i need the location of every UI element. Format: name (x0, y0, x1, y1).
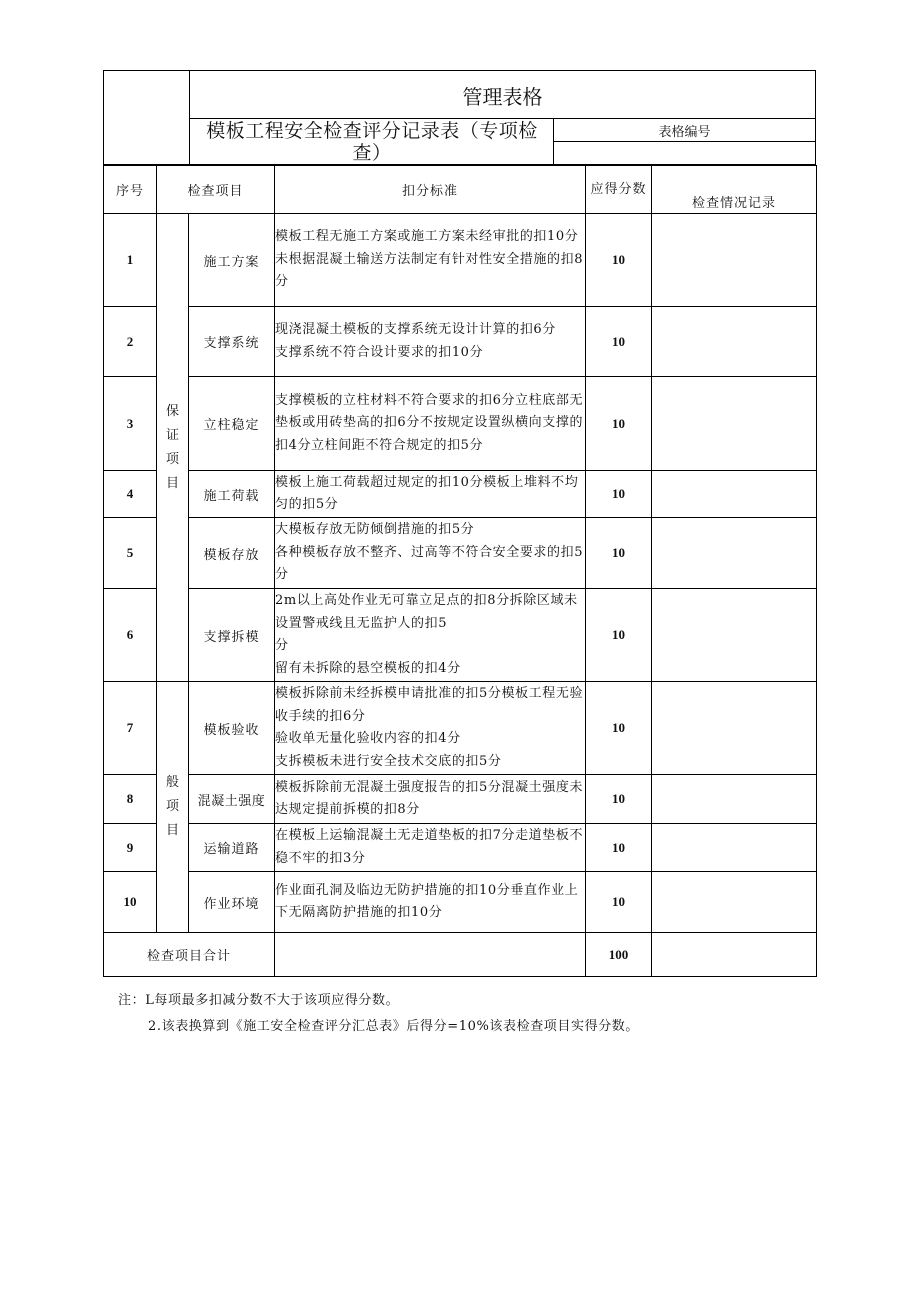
col-header-standard: 扣分标准 (275, 166, 586, 214)
total-record-cell[interactable] (652, 933, 817, 977)
item-name: 模板验收 (189, 682, 275, 775)
row-number: 3 (104, 377, 157, 471)
table-row (104, 518, 817, 589)
score-value: 10 (586, 824, 652, 872)
item-name: 运输道路 (189, 824, 275, 872)
col-header-item: 检查项目 (157, 166, 275, 214)
standard-line: 在模板上运输混凝土无走道垫板的扣7分走道垫板不稳不牢的扣3分 (275, 828, 584, 866)
total-standard-cell (275, 933, 586, 977)
standard-line: 支撑模板的立柱材料不符合要求的扣6分立柱底部无垫板或用砖垫高的扣6分不按规定设置纵横向支撑的扣4分立柱间距不符合规定的扣5分 (275, 392, 584, 453)
deduction-standard (275, 824, 586, 872)
col-header-seq: 序号 (104, 166, 157, 214)
table-row (104, 214, 817, 307)
row-number: 8 (104, 775, 157, 824)
total-label: 检查项目合计 (104, 933, 275, 977)
standard-line: 作业面孔洞及临边无防护措施的扣10分垂直作业上下无隔离防护措施的扣10分 (275, 882, 579, 920)
standard-line: 大模板存放无防倾倒措施的扣5分 (275, 522, 475, 538)
record-cell[interactable] (652, 775, 817, 824)
item-name: 混凝土强度 (189, 775, 275, 824)
item-name: 支撑系统 (189, 307, 275, 377)
row-number: 7 (104, 682, 157, 775)
record-cell[interactable] (652, 471, 817, 518)
score-value: 10 (586, 377, 652, 471)
record-cell[interactable] (652, 518, 817, 589)
record-cell[interactable] (652, 872, 817, 933)
total-score: 100 (586, 933, 652, 977)
deduction-standard (275, 775, 586, 824)
record-cell[interactable] (652, 682, 817, 775)
score-value: 10 (586, 872, 652, 933)
item-name: 作业环境 (189, 872, 275, 933)
note-line: 2.该表换算到《施工安全检查评分汇总表》后得分=10%该表检查项目实得分数。 (148, 1019, 639, 1034)
standard-line: 模板上施工荷载超过规定的扣10分模板上堆料不均匀的扣5分 (275, 474, 579, 512)
category-general (157, 682, 189, 933)
header-divider (553, 141, 815, 142)
standard-line: 各种模板存放不整齐、过高等不符合安全要求的扣5分 (275, 544, 584, 583)
row-number: 10 (104, 872, 157, 933)
standard-line: 模板工程无施工方案或施工方案未经审批的扣10分 (275, 229, 579, 245)
table-row (104, 589, 817, 682)
score-value: 10 (586, 214, 652, 307)
standard-line: 验收单无量化验收内容的扣4分 (275, 731, 461, 746)
inspection-table (103, 165, 817, 977)
score-value: 10 (586, 775, 652, 824)
note-line: 注：L每项最多扣减分数不大于该项应得分数。 (118, 993, 400, 1008)
table-notes (118, 988, 639, 1040)
standard-line: 支拆模板未进行安全技术交底的扣5分 (275, 753, 502, 769)
table-row (104, 824, 817, 872)
table-row (104, 872, 817, 933)
category-label: 保证项目 (166, 403, 180, 491)
deduction-standard (275, 682, 586, 775)
row-number: 6 (104, 589, 157, 682)
record-cell[interactable] (652, 214, 817, 307)
record-cell[interactable] (652, 824, 817, 872)
row-number: 1 (104, 214, 157, 307)
deduction-standard (275, 377, 586, 471)
total-row (104, 933, 817, 977)
category-guarantee (157, 214, 189, 682)
form-category-title: 管理表格 (462, 85, 543, 109)
standard-line: 2m以上高处作业无可靠立足点的扣8分拆除区域未设置警戒线且无监护人的扣5 (275, 593, 578, 631)
deduction-standard (275, 307, 586, 377)
category-label: 般项目 (166, 775, 180, 838)
standard-line: 模板拆除前未经拆模申请批准的扣5分模板工程无验收手续的扣6分 (275, 686, 584, 724)
deduction-standard (275, 518, 586, 589)
standard-line: 模板拆除前无混凝土强度报告的扣5分混凝土强度未达规定提前拆模的扣8分 (275, 779, 584, 817)
standard-line: 分 (275, 638, 289, 653)
score-value: 10 (586, 682, 652, 775)
form-title: 模板工程安全检查评分记录表（专项检查） (206, 120, 538, 164)
record-cell[interactable] (652, 377, 817, 471)
standard-line: 支撑系统不符合设计要求的扣10分 (275, 344, 484, 360)
score-value: 10 (586, 307, 652, 377)
item-name: 施工荷载 (189, 471, 275, 518)
item-name: 施工方案 (189, 214, 275, 307)
deduction-standard (275, 589, 586, 682)
deduction-standard (275, 471, 586, 518)
record-cell[interactable] (652, 307, 817, 377)
table-row (104, 471, 817, 518)
item-name: 模板存放 (189, 518, 275, 589)
row-number: 5 (104, 518, 157, 589)
score-value: 10 (586, 518, 652, 589)
item-name: 立柱稳定 (189, 377, 275, 471)
table-row (104, 307, 817, 377)
deduction-standard (275, 872, 586, 933)
standard-line: 现浇混凝土模板的支撑系统无设计计算的扣6分 (275, 322, 556, 337)
item-name: 支撑拆模 (189, 589, 275, 682)
form-code-label: 表格编号 (658, 125, 711, 140)
table-row (104, 775, 817, 824)
row-number: 9 (104, 824, 157, 872)
header-divider (189, 118, 815, 119)
standard-line: 未根据混凝土输送方法制定有针对性安全措施的扣8分 (275, 251, 584, 290)
table-row (104, 377, 817, 471)
standard-line: 留有未拆除的悬空模板的扣4分 (275, 660, 461, 676)
record-cell[interactable] (652, 589, 817, 682)
deduction-standard (275, 214, 586, 307)
col-header-record: 检查情况记录 (652, 166, 817, 214)
score-value: 10 (586, 471, 652, 518)
row-number: 2 (104, 307, 157, 377)
col-header-score: 应得分数 (586, 166, 652, 214)
form-header (103, 70, 816, 165)
score-value: 10 (586, 589, 652, 682)
table-header-row (104, 166, 817, 214)
row-number: 4 (104, 471, 157, 518)
table-row (104, 682, 817, 775)
